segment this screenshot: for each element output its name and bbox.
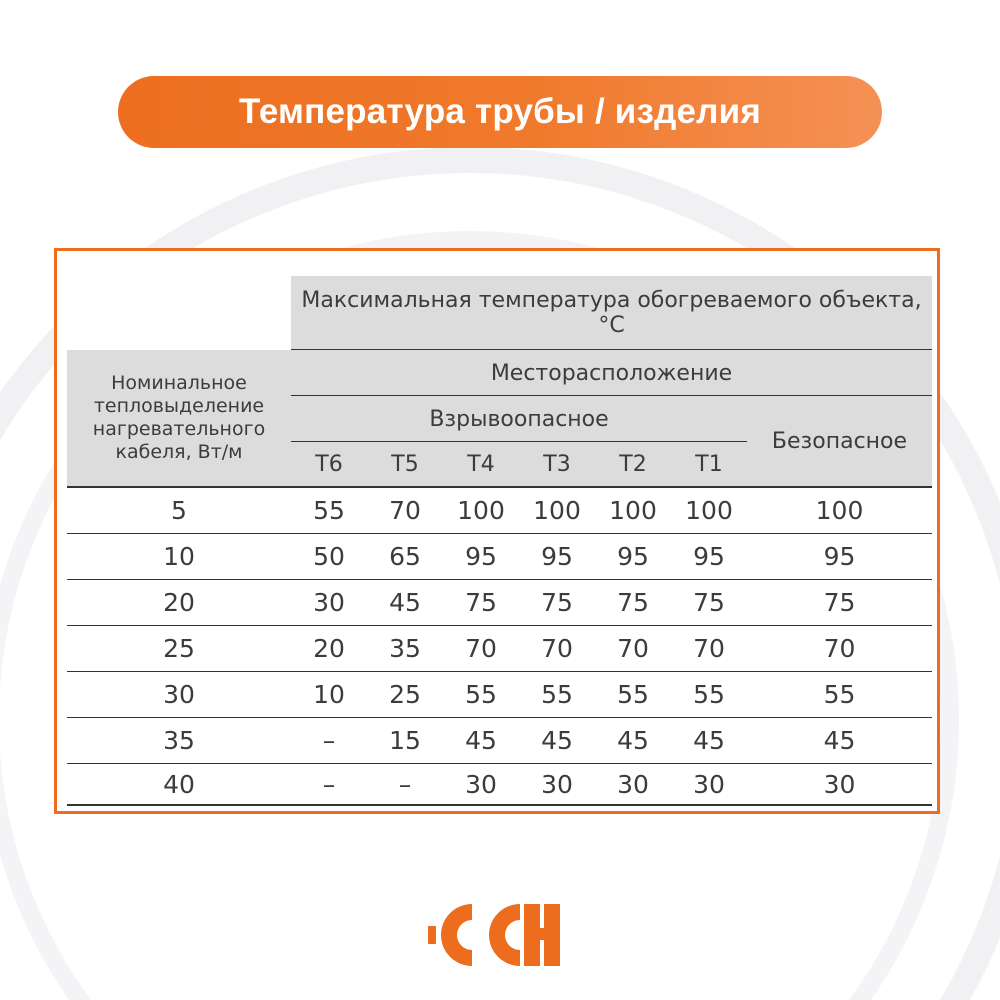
safe-cell: 70 <box>823 634 856 663</box>
value-cell: 30 <box>313 588 345 617</box>
value-cell: 70 <box>465 634 497 663</box>
header-power: Номинальное тепловыделение нагревательного кабеля, Вт/м <box>67 350 291 486</box>
temp-class-header: Т4 <box>443 442 519 486</box>
value-cell: 10 <box>313 680 345 709</box>
table-row <box>67 488 932 533</box>
value-cell: 45 <box>389 588 421 617</box>
header-safe: Безопасное <box>747 396 932 486</box>
value-cell: 70 <box>693 634 725 663</box>
temp-class-header: Т3 <box>519 442 595 486</box>
value-cell: 30 <box>693 769 725 799</box>
value-cell: 55 <box>693 680 725 709</box>
safe-cell: 30 <box>823 769 856 799</box>
table-row <box>67 580 932 625</box>
value-cell: 75 <box>693 588 725 617</box>
header-max-temp: Максимальная температура обогреваемого объекта, °С <box>291 276 932 350</box>
safe-cell: 100 <box>815 496 864 525</box>
value-cell: 55 <box>617 680 649 709</box>
power-cell: 30 <box>163 680 195 709</box>
value-cell: 75 <box>617 588 649 617</box>
value-cell: 95 <box>465 542 497 571</box>
power-cell: 20 <box>163 588 195 617</box>
header-rule <box>291 441 747 442</box>
table-row <box>67 718 932 763</box>
safe-cell: 75 <box>823 588 856 617</box>
value-cell: 45 <box>541 726 573 755</box>
header-rule <box>291 349 932 350</box>
value-cell: 75 <box>541 588 573 617</box>
value-cell: 100 <box>685 496 733 525</box>
value-cell: 30 <box>465 769 497 799</box>
value-cell: – <box>322 726 336 755</box>
title-banner <box>118 76 882 148</box>
value-cell: 30 <box>541 769 573 799</box>
temp-class-header: Т2 <box>595 442 671 486</box>
header-location: Месторасположение <box>291 350 932 396</box>
header-hazardous: Взрывоопасное <box>291 396 747 442</box>
company-logo-icon <box>428 900 572 970</box>
table-row <box>67 534 932 579</box>
temp-class-header: Т5 <box>367 442 443 486</box>
table-row <box>67 764 932 804</box>
value-cell: 55 <box>465 680 497 709</box>
temperature-table <box>54 248 940 814</box>
value-cell: 55 <box>313 496 345 525</box>
value-cell: 45 <box>693 726 725 755</box>
power-cell: 10 <box>163 542 195 571</box>
safe-cell: 45 <box>823 726 856 755</box>
table-row <box>67 672 932 717</box>
value-cell: 55 <box>541 680 573 709</box>
value-cell: 15 <box>389 726 421 755</box>
value-cell: 95 <box>693 542 725 571</box>
page-title: Температура трубы / изделия <box>239 92 761 131</box>
value-cell: 95 <box>617 542 649 571</box>
safe-cell: 55 <box>823 680 856 709</box>
table-bottom-rule <box>67 804 932 806</box>
value-cell: 75 <box>465 588 497 617</box>
value-cell: 100 <box>609 496 657 525</box>
value-cell: 100 <box>457 496 505 525</box>
value-cell: 45 <box>617 726 649 755</box>
value-cell: 70 <box>617 634 649 663</box>
value-cell: 30 <box>617 769 649 799</box>
power-cell: 35 <box>163 726 195 755</box>
table-row <box>67 626 932 671</box>
value-cell: 100 <box>533 496 581 525</box>
value-cell: 65 <box>389 542 421 571</box>
value-cell: 50 <box>313 542 345 571</box>
value-cell: – <box>398 769 412 799</box>
value-cell: – <box>322 769 336 799</box>
header-rule <box>291 395 932 396</box>
value-cell: 70 <box>389 496 421 525</box>
value-cell: 95 <box>541 542 573 571</box>
power-cell: 5 <box>171 496 187 525</box>
value-cell: 70 <box>541 634 573 663</box>
safe-cell: 95 <box>823 542 856 571</box>
temp-class-header: Т1 <box>671 442 747 486</box>
temp-class-header: Т6 <box>291 442 367 486</box>
value-cell: 25 <box>389 680 421 709</box>
value-cell: 35 <box>389 634 421 663</box>
power-cell: 25 <box>163 634 195 663</box>
value-cell: 45 <box>465 726 497 755</box>
power-cell: 40 <box>163 769 195 799</box>
value-cell: 20 <box>313 634 345 663</box>
